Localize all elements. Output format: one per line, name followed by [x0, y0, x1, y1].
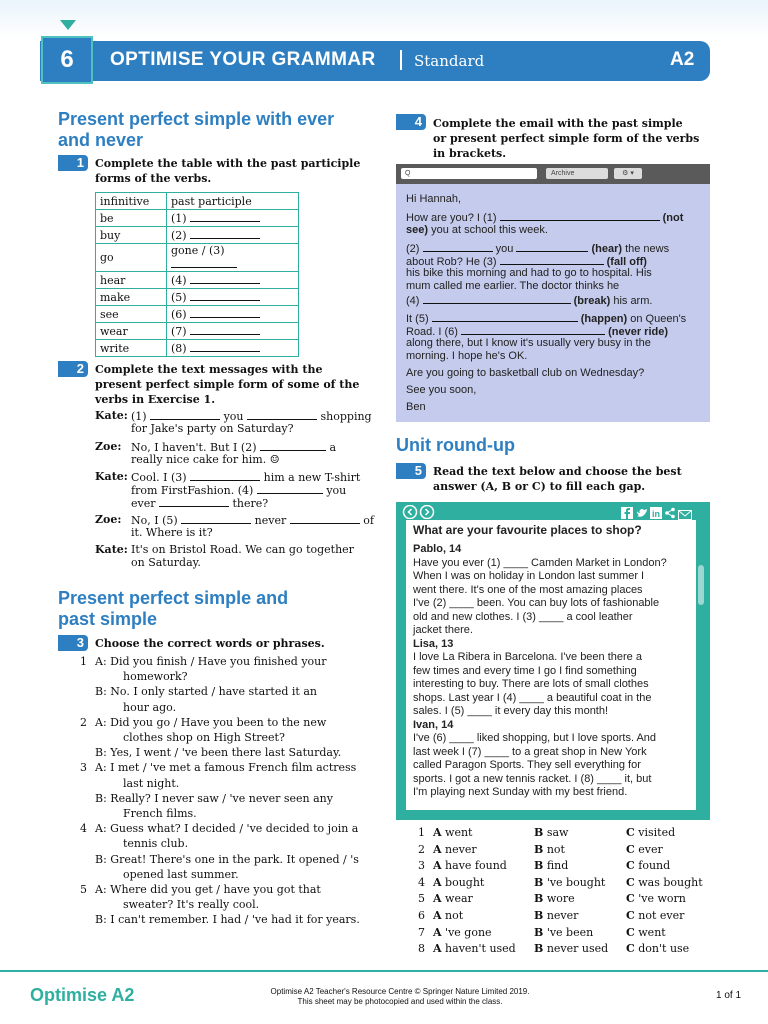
list-item: 5 A: Where did you get / have you got that sweater? It's really cool. B: I can't remember. I had / 've had it for years.	[80, 882, 380, 928]
level-label: Standard	[414, 52, 485, 70]
email-line: (4) (break) his arm.	[406, 295, 653, 307]
option-c[interactable]: C 've worn	[626, 892, 686, 906]
answer-blank[interactable]	[260, 440, 326, 451]
chevron-left-icon	[409, 509, 412, 515]
option-a[interactable]: A haven't used	[433, 942, 516, 956]
option-c[interactable]: C ever	[626, 842, 663, 856]
speaker-name: Zoe:	[95, 440, 122, 453]
option-b[interactable]: B not	[534, 842, 565, 856]
email-line: See you soon,	[406, 384, 477, 396]
answer-blank[interactable]	[159, 496, 229, 507]
option-b[interactable]: B 've been	[534, 925, 594, 939]
header-background	[0, 0, 768, 40]
poster-name: Ivan, 14	[413, 718, 454, 731]
exercise-number: 4	[396, 114, 426, 130]
option-a[interactable]: A went	[433, 826, 473, 839]
speaker-name: Zoe:	[95, 513, 122, 526]
email-line: Road. I (6) (never ride)	[406, 326, 669, 338]
answer-blank[interactable]	[461, 324, 605, 335]
search-input[interactable]	[401, 168, 537, 179]
scrollbar[interactable]	[698, 565, 704, 605]
answer-blank[interactable]	[171, 257, 237, 268]
email-signature: Ben	[406, 401, 426, 413]
table-row: write (8)	[96, 340, 299, 357]
forward-button[interactable]	[419, 504, 435, 523]
answer-blank[interactable]	[516, 241, 588, 252]
exercise-5-instruction: Read the text below and choose the best answer (A, B or C) to fill each gap.	[433, 465, 682, 493]
option-c[interactable]: C was bought	[626, 875, 703, 889]
section-title-present-perfect-past-simple: Present perfect simple and past simple	[58, 588, 289, 629]
email-line: How are you? I (1) (not	[406, 212, 684, 224]
table-row: see (6)	[96, 306, 299, 323]
answer-blank[interactable]	[247, 409, 317, 420]
option-b[interactable]: B never	[534, 909, 579, 922]
answer-blank[interactable]	[423, 241, 493, 252]
answer-blank[interactable]	[290, 513, 360, 524]
list-item: 4 A: Guess what? I decided / 've decided to join a tennis club. B: Great! There's one in the park. It opened / 's opened last summer.	[80, 821, 380, 882]
option-choice[interactable]: A: Guess what? I decided / 've decided to join a	[95, 822, 359, 836]
option-choice[interactable]: B: Really? I never saw / 've never seen any	[95, 791, 333, 805]
table-row: hear (4)	[96, 272, 299, 289]
archive-dropdown[interactable]: Archive	[546, 168, 608, 179]
option-choice[interactable]: A: Where did you get / have you got that	[95, 883, 321, 897]
option-choice[interactable]: A: Did you go / Have you been to the new	[95, 715, 327, 729]
answer-blank[interactable]	[190, 211, 260, 222]
facebook-icon[interactable]	[621, 504, 633, 523]
email-greeting: Hi Hannah,	[406, 193, 462, 205]
answer-blank[interactable]	[190, 290, 260, 301]
option-choice[interactable]: A: I met / 've met a famous French film actress	[95, 761, 357, 775]
list-item: 1 A: Did you finish / Have you finished your homework? B: No. I only started / have started it an hour ago.	[80, 654, 380, 715]
email-line: It (5) (happen) on Queen's	[406, 313, 687, 325]
back-button[interactable]	[402, 504, 418, 523]
option-choice[interactable]: B: I can't remember. I had / 've had it for years.	[95, 913, 360, 927]
answer-blank[interactable]	[190, 307, 260, 318]
page-title: OPTIMISE YOUR GRAMMAR	[110, 49, 376, 70]
cefr-code: A2	[670, 49, 695, 70]
answer-blank[interactable]	[190, 273, 260, 284]
speaker-name: Kate:	[95, 470, 128, 483]
option-c[interactable]: C visited	[626, 826, 676, 839]
chevron-right-icon	[426, 509, 429, 515]
answer-blank[interactable]	[190, 341, 260, 352]
list-item: 3 A: I met / 've met a famous French film actress last night. B: Really? I never saw / 've never seen any French films.	[80, 760, 380, 821]
email-line: about Rob? He (3) (fall off)	[406, 256, 647, 268]
answer-blank[interactable]	[190, 324, 260, 335]
exercise-3-items	[80, 654, 380, 928]
share-icon[interactable]	[664, 504, 676, 523]
twitter-icon[interactable]	[636, 504, 648, 523]
table-row: make (5)	[96, 289, 299, 306]
option-b[interactable]: B wore	[534, 892, 575, 906]
answer-blank[interactable]	[190, 470, 260, 481]
table-header: infinitive	[96, 193, 167, 210]
gear-icon[interactable]: ⚙ ▾	[614, 168, 642, 179]
footer-brand: Optimise A2	[30, 985, 135, 1005]
email-line: mum called me earlier. The doctor thinks he	[406, 280, 620, 292]
answer-blank[interactable]	[150, 409, 220, 420]
exercise-number: 5	[396, 463, 426, 479]
answer-blank[interactable]	[500, 254, 604, 265]
poster-name: Pablo, 14	[413, 543, 462, 555]
section-title-present-perfect-ever-never: Present perfect simple with ever and never	[58, 109, 335, 150]
option-choice[interactable]: B: No. I only started / have started it an	[95, 685, 317, 699]
option-c[interactable]: C not ever	[626, 909, 685, 922]
answer-blank[interactable]	[257, 483, 323, 494]
search-icon: Q	[405, 170, 411, 177]
option-choice[interactable]: B: Great! There's one in the park. It opened / 's	[95, 852, 359, 866]
answer-blank[interactable]	[500, 210, 660, 221]
page-number: 1 of 1	[716, 990, 742, 1001]
speaker-name: Kate:	[95, 409, 128, 422]
table-row: go gone / (3)	[96, 244, 299, 272]
option-a[interactable]: A bought	[433, 875, 485, 889]
list-item: 2 A: Did you go / Have you been to the new clothes shop on High Street? B: Yes, I went / 've been there last Saturday.	[80, 715, 380, 761]
linkedin-icon[interactable]	[650, 504, 662, 523]
option-b[interactable]: B 've bought	[534, 875, 606, 889]
email-line: his bike this morning and had to go to hospital. His	[406, 267, 652, 279]
email-line: (2) you (hear) the news	[406, 243, 670, 255]
option-a[interactable]: A not	[433, 909, 464, 922]
unit-number: 6	[41, 36, 93, 84]
exercise-number: 3	[58, 635, 88, 651]
mail-icon[interactable]	[678, 505, 692, 524]
svg-text:in: in	[652, 509, 660, 519]
option-a[interactable]: A have found	[433, 859, 507, 873]
poster-name: Lisa, 13	[413, 637, 454, 650]
option-c[interactable]: C went	[626, 925, 666, 939]
email-line: along there, but I know it's usually very busy in the	[406, 337, 651, 349]
option-a[interactable]: A wear	[433, 892, 473, 906]
option-a[interactable]: A 've gone	[433, 925, 492, 939]
past-participle-table	[95, 192, 299, 357]
option-choice[interactable]: B: Yes, I went / 've been there last Saturday.	[95, 746, 342, 760]
footer-copyright: Optimise A2 Teacher's Resource Centre © Springer Nature Limited 2019. This sheet may be photocopied and used within the class.	[270, 987, 530, 1006]
title-divider	[400, 50, 402, 70]
exercise-number: 1	[58, 155, 88, 171]
table-header-row	[96, 193, 299, 210]
exercise-number: 2	[58, 361, 88, 377]
exercise-2-instruction: Complete the text messages with the present perfect simple form of some of the verbs in Exercise 1.	[95, 363, 360, 406]
exercise-4-instruction: Complete the email with the past simple or present perfect simple form of the verbs in brackets.	[433, 117, 700, 160]
forum-question: What are your favourite places to shop?	[413, 523, 642, 537]
table-row: wear (7)	[96, 323, 299, 340]
email-line: morning. I hope he's OK.	[406, 350, 528, 362]
option-b[interactable]: B saw	[534, 826, 569, 839]
speaker-name: Kate:	[95, 543, 128, 556]
exercise-3-instruction: Choose the correct words or phrases.	[95, 637, 325, 650]
option-b[interactable]: B never used	[534, 942, 609, 956]
email-line: Are you going to basketball club on Wednesday?	[406, 367, 645, 379]
exercise-1-instruction: Complete the table with the past participle forms of the verbs.	[95, 157, 361, 185]
email-line: see) you at school this week.	[406, 224, 548, 236]
option-c[interactable]: C don't use	[626, 942, 690, 956]
section-title-unit-round-up: Unit round-up	[396, 435, 515, 455]
option-choice[interactable]: A: Did you finish / Have you finished your	[95, 655, 327, 668]
table-row: be (1)	[96, 210, 299, 227]
table-row: buy (2)	[96, 227, 299, 244]
footer-divider	[0, 970, 768, 972]
option-b[interactable]: B find	[534, 859, 569, 873]
unit-arrow-icon	[60, 20, 76, 30]
answer-blank[interactable]	[423, 293, 571, 304]
option-a[interactable]: A never	[433, 842, 477, 856]
option-c[interactable]: C found	[626, 859, 671, 873]
answer-blank[interactable]	[432, 311, 578, 322]
forum-post: Pablo, 14 Have you ever (1) ____ Camden Market in London? When I was on holiday in London last summer I went there. It's one of the most amazing places I've (2) ____ been. You can buy lots of fashionable old and new clothes. I (3) ____ a cool leather jacket there. Lisa, 13 I love La Ribera in Barcelona. I've been there a few times and every time I go I find something interesting to buy. There are lots of small clothes shops. Last year I (4) ____ a beautiful coat in the sales. I (5) ____ it every day this month! Ivan, 14 I've (6) ____ liked shopping, but I love sports. And last week I (7) ____ to a great shop in New York called Paragon Sports. They sell everything for sports. I got a new tennis racket. I (8) ____ it, but I'm playing next Sunday with my best friend.	[413, 543, 698, 800]
answer-blank[interactable]	[181, 513, 251, 524]
table-header: past participle	[167, 193, 299, 210]
answer-blank[interactable]	[190, 228, 260, 239]
